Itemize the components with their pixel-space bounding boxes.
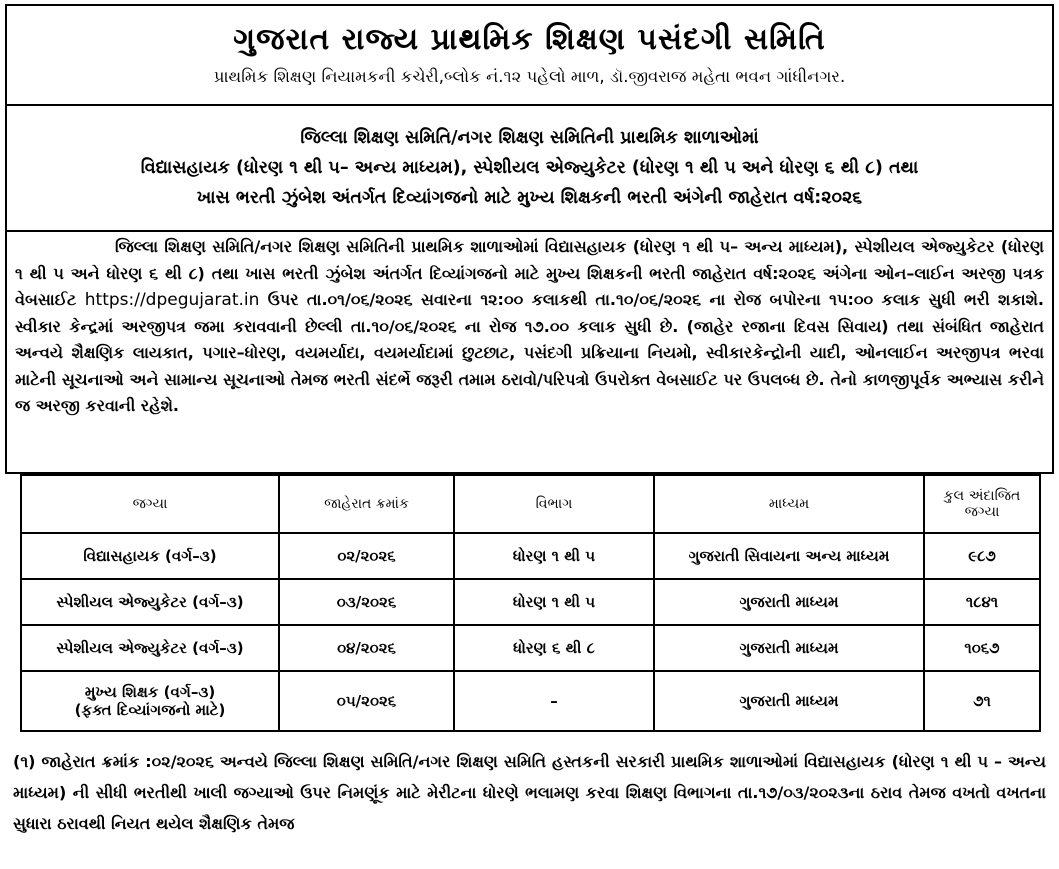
footer-paragraph: (૧) જાહેરાત ક્રમાંક :૦૨/૨૦૨૬ અન્વયે જિલ્લા શિક્ષણ સમિતિ/નગર શિક્ષણ સમિતિ હસ્તકની સરકારી પ્રાથમિક શાળાઓમાં વિદ્યાસહાયક (ધોરણ ૧ થી ૫ – અન્ય માધ્યમ) ની સીધી ભરતીથી ખાલી જગ્યાઓ ઉપર નિમણૂંક માટે મેરીટના ધોરણે ભલામણ કરવા શિક્ષણ વિભાગના તા.૧૭/૦૩/૨૦૨૩ના ઠરાવ તેમજ વખતો વખતના સુધારા ઠરાવથી નિયત થયેલ શૈક્ષણિક તેમજ (13, 752, 1046, 833)
posts-table (20, 474, 1041, 732)
office-address: પ્રાથમિક શિક્ષણ નિયામકની કચેરી,બ્લોક નં.૧૨ પહેલો માળ, ડૉ.જીવરાજ મહેતા ભવન ગાંધીનગર. (213, 67, 846, 86)
header-block (7, 6, 1052, 106)
cell-advt-no: ૦૫/૨૦૨૬ (279, 671, 454, 731)
cell-section: – (454, 671, 654, 731)
cell-medium: ગુજરાતી માધ્યમ (654, 671, 924, 731)
website-link[interactable]: https://dpegujarat.in (84, 290, 260, 310)
cell-post: વિદ્યાસહાયક (વર્ગ–૩) (21, 533, 279, 579)
table-row (21, 533, 1040, 579)
cell-total-posts: ૧૮૪૧ (924, 579, 1040, 625)
cell-post-note: (ફક્ત દિવ્યાંગજનો માટે) (74, 701, 226, 719)
cell-medium: ગુજરાતી સિવાયના અન્ય માધ્યમ (654, 533, 924, 579)
table-row (21, 671, 1040, 731)
body-text-part-1: જિલ્લા શિક્ષણ સમિતિ/નગર શિક્ષણ સમિતિની પ્રાથમિક શાળાઓમાં વિદ્યાસહાયક (ધોરણ ૧ થી ૫– અન્ય માધ્યમ), સ્પેશીયલ એજ્યુકેટર (ધોરણ ૧ થી ૫ અને ધોરણ ૬ થી ૮) તથા ખાસ ભરતી ઝુંબેશ અંતર્ગત દિવ્યાંગજનો માટે મુખ્ય શિક્ષકની ભરતી જાહેરાત વર્ષ:૨૦૨૬ અંગેના ઓન–લાઈન અરજી પત્રક વેબસાઈટ (15, 237, 1044, 309)
cell-post-title: મુખ્ય શિક્ષક (વર્ગ–૩) (84, 683, 216, 701)
body-paragraph (7, 232, 1052, 472)
cell-total-posts: ૧૦૬૭ (924, 625, 1040, 671)
cell-advt-no: ૦૩/૨૦૨૬ (279, 579, 454, 625)
notice-line-3: ખાસ ભરતી ઝુંબેશ અંતર્ગત દિવ્યાંગજનો માટે મુખ્ય શિક્ષકની ભરતી અંગેની જાહેરાત વર્ષ:૨૦૨૬ (196, 188, 863, 208)
cell-post (21, 671, 279, 731)
cell-medium: ગુજરાતી માધ્યમ (654, 625, 924, 671)
cell-medium: ગુજરાતી માધ્યમ (654, 579, 924, 625)
col-post: જગ્યા (21, 475, 279, 533)
table-row (21, 579, 1040, 625)
notice-line-2: વિદ્યાસહાયક (ધોરણ ૧ થી ૫– અન્ય માધ્યમ), સ્પેશીયલ એજ્યુકેટર (ધોરણ ૧ થી ૫ અને ધોરણ ૬ થી ૮) તથા (140, 158, 919, 178)
table-header-row (21, 475, 1040, 533)
col-medium: માધ્યમ (654, 475, 924, 533)
notice-line-1: જિલ્લા શિક્ષણ સમિતિ/નગર શિક્ષણ સમિતિની પ્રાથમિક શાળાઓમાં (300, 128, 759, 148)
document-frame (5, 4, 1054, 474)
cell-section: ધોરણ ૧ થી ૫ (454, 579, 654, 625)
cell-section: ધોરણ ૧ થી ૫ (454, 533, 654, 579)
cell-post: સ્પેશીયલ એજ્યુકેટર (વર્ગ–૩) (21, 579, 279, 625)
table-row (21, 625, 1040, 671)
col-total-posts: કુલ અંદાજિત જગ્યા (924, 475, 1040, 533)
cell-total-posts: ૭૧ (924, 671, 1040, 731)
col-advt-no: જાહેરાત ક્રમાંક (279, 475, 454, 533)
col-section: વિભાગ (454, 475, 654, 533)
page-title: ગુજરાત રાજ્ય પ્રાથમિક શિક્ષણ પસંદગી સમિતિ (233, 22, 826, 57)
cell-section: ધોરણ ૬ થી ૮ (454, 625, 654, 671)
cell-post: સ્પેશીયલ એજ્યુકેટર (વર્ગ–૩) (21, 625, 279, 671)
body-text-part-2: ઉપર તા.૦૧/૦૬/૨૦૨૬ સવારના ૧૨:૦૦ કલાકથી તા.૧૦/૦૬/૨૦૨૬ ના રોજ બપોરના ૧૫:૦૦ કલાક સુધી ભરી શકાશે. સ્વીકાર કેન્દ્રમાં અરજીપત્ર જમા કરાવવાની છેલ્લી તા.૧૦/૦૬/૨૦૨૬ ના રોજ ૧૭.૦૦ કલાક સુધી છે. (જાહેર રજાના દિવસ સિવાય) તથા સંબંધિત જાહેરાત અન્વયે શૈક્ષણિક લાયકાત, પગાર–ધોરણ, વયમર્યાદા, વયમર્યાદામાં છુટછાટ, પસંદગી પ્રક્રિયાના નિયમો, સ્વીકારકેન્દ્રોની યાદી, ઓનલાઈન અરજીપત્ર ભરવા માટેની સૂચનાઓ અને સામાન્ય સૂચનાઓ તેમજ ભરતી સંદર્ભે જરૂરી તમામ ઠરાવો/પરિપત્રો ઉપરોક્ત વેબસાઈટ પર ઉપલબ્ધ છે. તેનો કાળજીપૂર્વક અભ્યાસ કરીને જ અરજી કરવાની રહેશે. (15, 290, 1044, 415)
cell-total-posts: ૯૮૭ (924, 533, 1040, 579)
cell-advt-no: ૦૨/૨૦૨૬ (279, 533, 454, 579)
notice-heading (7, 106, 1052, 232)
cell-advt-no: ૦૪/૨૦૨૬ (279, 625, 454, 671)
